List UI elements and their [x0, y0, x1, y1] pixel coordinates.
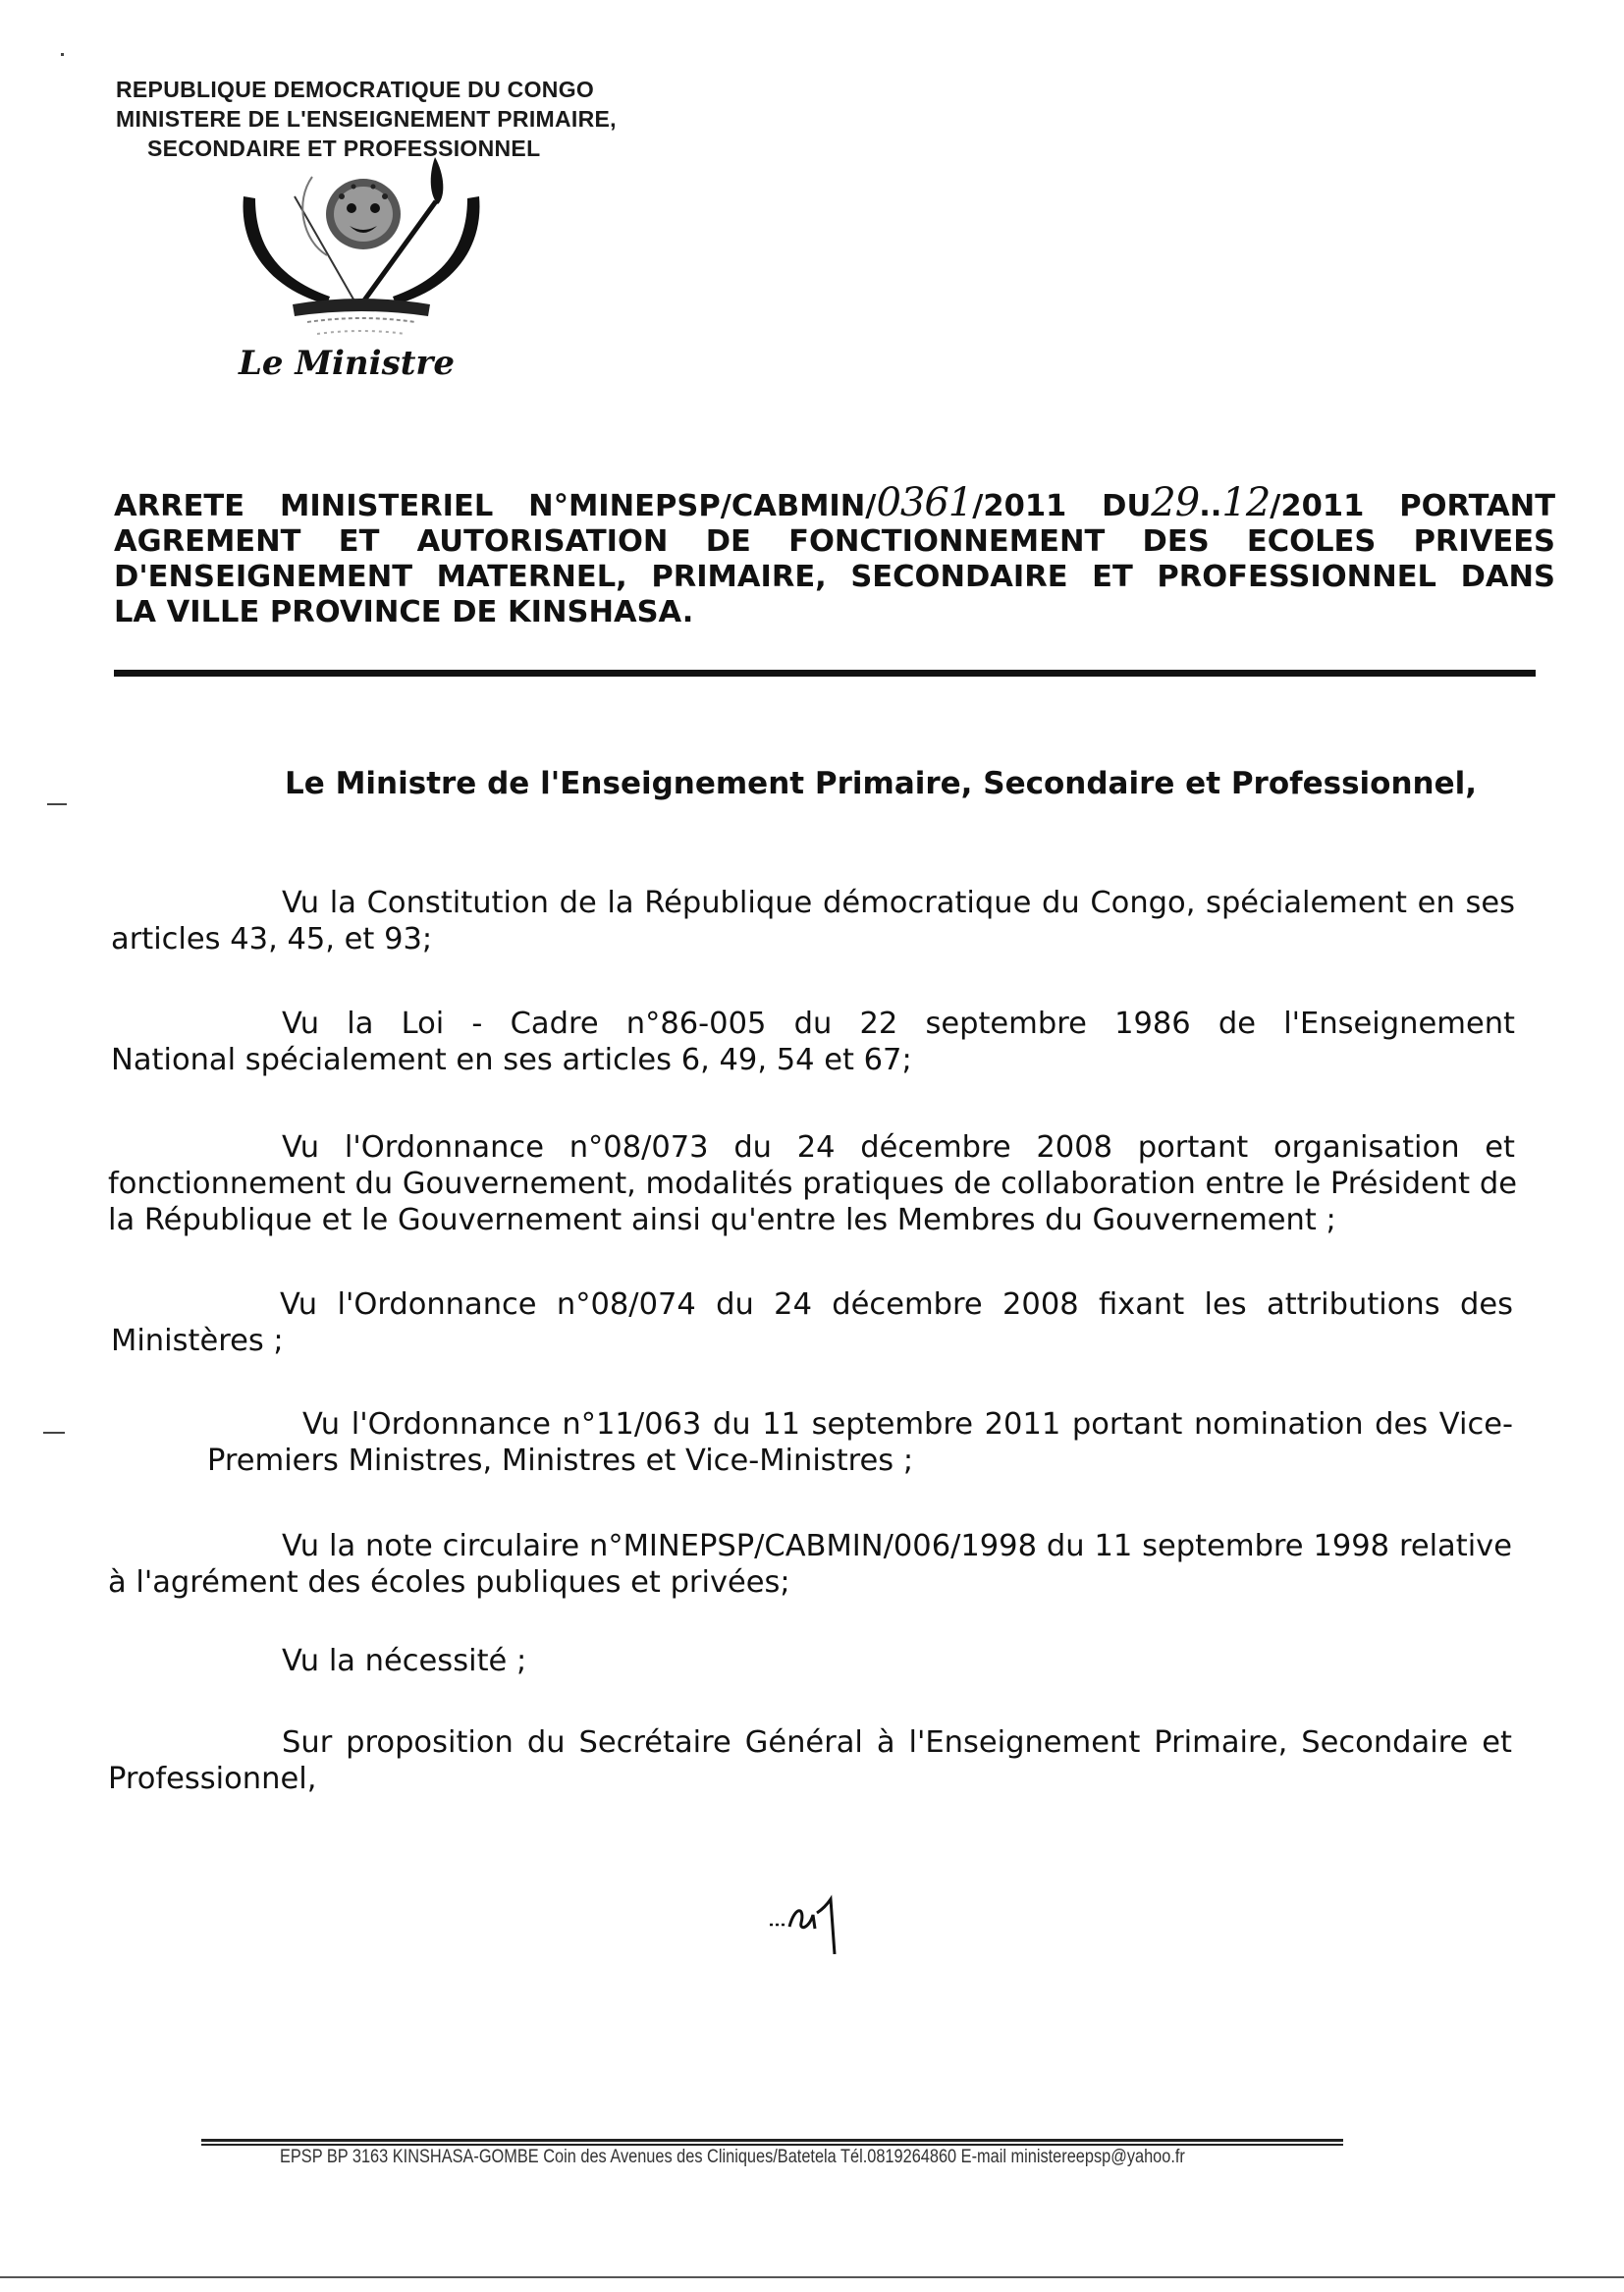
- considerant-line: Professionnel,: [108, 1762, 317, 1796]
- footer-rule-top: [201, 2139, 1343, 2142]
- title-line1-prefix: ARRETE MINISTERIEL N°MINEPSP/CABMIN/: [114, 489, 877, 523]
- considerant-line: Premiers Ministres, Ministres et Vice-Ministres ;: [207, 1444, 914, 1478]
- decree-title: [114, 480, 1556, 630]
- considerant-line: Vu la Loi - Cadre n°86-005 du 22 septembre 1986 de l'Enseignement: [282, 1007, 1515, 1041]
- scan-page-edge: [0, 2276, 1624, 2278]
- title-divider: [114, 670, 1536, 677]
- considerant-constitution: [111, 885, 1515, 957]
- signatory-title: Le Ministre: [239, 344, 455, 383]
- considerant-line: Vu l'Ordonnance n°08/073 du 24 décembre 2008 portant organisation et: [282, 1130, 1515, 1165]
- considerant-note-circulaire: [108, 1528, 1512, 1601]
- ministry-name-line1: MINISTERE DE L'ENSEIGNEMENT PRIMAIRE,: [116, 106, 617, 132]
- considerant-ordonnance-08-073: [108, 1129, 1515, 1238]
- scan-mark: [47, 803, 67, 805]
- considerant-line: Vu l'Ordonnance n°08/074 du 24 décembre 2008 fixant les attributions des: [280, 1287, 1513, 1322]
- considerant-necessite: Vu la nécessité ;: [282, 1644, 527, 1678]
- considerant-ordonnance-11-063: [207, 1406, 1513, 1479]
- title-line-3: D'ENSEIGNEMENT MATERNEL, PRIMAIRE, SECONDAIRE ET PROFESSIONNEL DANS: [114, 560, 1555, 594]
- considerant-line: Sur proposition du Secrétaire Général à l'Enseignement Primaire, Secondaire et: [282, 1725, 1512, 1760]
- considerant-line: Vu la Constitution de la République démocratique du Congo, spécialement en ses: [282, 886, 1515, 920]
- minister-heading: Le Ministre de l'Enseignement Primaire, Secondaire et Professionnel,: [285, 766, 1478, 801]
- scan-mark: [61, 53, 64, 56]
- country-name: REPUBLIQUE DEMOCRATIQUE DU CONGO: [116, 77, 595, 102]
- considerant-line: articles 43, 45, et 93;: [111, 922, 433, 956]
- title-line1-mid: /2011 DU: [972, 489, 1152, 523]
- scan-mark: [43, 1432, 65, 1434]
- ministry-name-line2: SECONDAIRE ET PROFESSIONNEL: [147, 136, 541, 161]
- coat-of-arms-emblem-icon: [234, 157, 489, 344]
- title-line1-suffix: /2011 PORTANT: [1270, 489, 1556, 523]
- title-line-1: [114, 480, 1556, 525]
- considerant-line: à l'agrément des écoles publiques et privées;: [108, 1565, 790, 1600]
- considerant-line: la République et le Gouvernement ainsi qu'entre les Membres du Gouvernement ;: [108, 1203, 1336, 1237]
- handwritten-date-month: 12: [1221, 480, 1271, 525]
- title-line-4: LA VILLE PROVINCE DE KINSHASA.: [114, 595, 694, 629]
- considerant-line: fonctionnement du Gouvernement, modalités pratiques de collaboration entre le Président de: [108, 1167, 1517, 1201]
- footer-contact: EPSP BP 3163 KINSHASA-GOMBE Coin des Avenues des Cliniques/Batetela Tél.0819264860 E-mail ministereepsp@yahoo.fr: [280, 2147, 1185, 2167]
- considerant-proposition: [108, 1724, 1512, 1797]
- handwritten-decree-number: 0361: [876, 480, 973, 525]
- considerant-line: Ministères ;: [111, 1324, 284, 1358]
- considerant-ordonnance-08-074: [111, 1286, 1513, 1359]
- considerant-line: Vu l'Ordonnance n°11/063 du 11 septembre 2011 portant nomination des Vice-: [302, 1407, 1513, 1442]
- initials-signature-icon: [766, 1885, 874, 1954]
- considerant-line: National spécialement en ses articles 6, 49, 54 et 67;: [111, 1043, 912, 1077]
- title-line-2: AGREMENT ET AUTORISATION DE FONCTIONNEMENT DES ECOLES PRIVEES: [114, 524, 1555, 559]
- considerant-line: Vu la note circulaire n°MINEPSP/CABMIN/006/1998 du 11 septembre 1998 relative: [282, 1529, 1512, 1563]
- handwritten-date-day: 29: [1151, 480, 1200, 525]
- footer-rule-bottom: [201, 2144, 1343, 2146]
- handwritten-date-separator: ..: [1199, 489, 1222, 523]
- considerant-loi-cadre: [111, 1006, 1515, 1078]
